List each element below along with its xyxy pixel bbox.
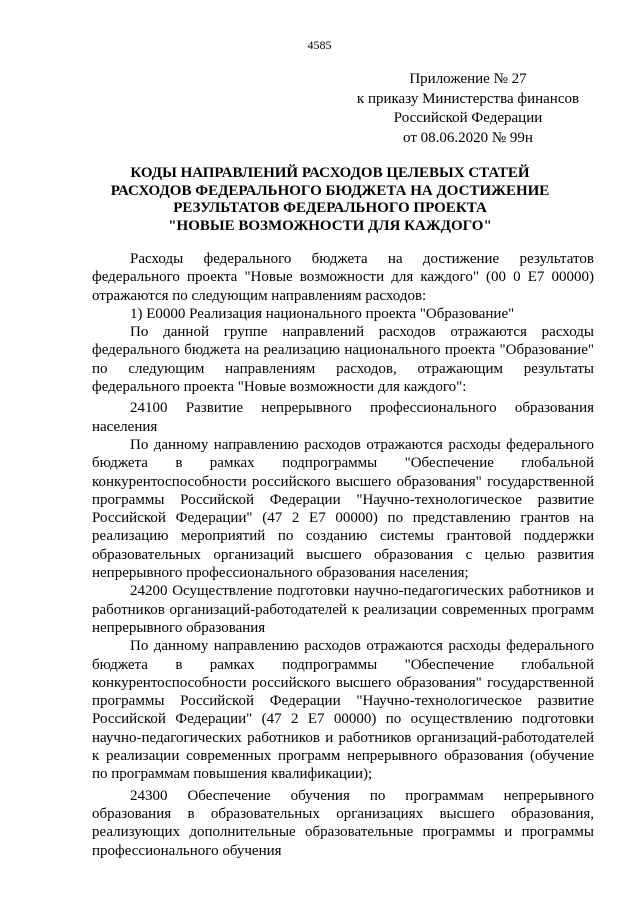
title-line: РАСХОДОВ ФЕДЕРАЛЬНОГО БЮДЖЕТА НА ДОСТИЖЕНИЕ	[110, 182, 550, 199]
paragraph: 24200 Осуществление подготовки научно-педагогических работников и работников организаций-работодателей к реализации современных программ непрерывного образования	[92, 583, 594, 636]
title-line: РЕЗУЛЬТАТОВ ФЕДЕРАЛЬНОГО ПРОЕКТА	[173, 200, 487, 216]
document-body	[92, 250, 594, 860]
document-title	[80, 165, 580, 235]
paragraph: 24300 Обеспечение обучения по программам непрерывного образования в образовательных организациях высшего образования, реализующих дополнительные образовательные программы и программы профессионального обучения	[92, 787, 594, 859]
appendix-line: Российской Федерации	[393, 110, 543, 126]
appendix-line: от 08.06.2020 № 99н	[403, 129, 533, 146]
title-line: "НОВЫЕ ВОЗМОЖНОСТИ ДЛЯ КАЖДОГО"	[168, 217, 492, 234]
paragraph: 1) Е0000 Реализация национального проекта "Образование"	[130, 305, 515, 322]
paragraph: По данному направлению расходов отражаются расходы федерального бюджета в рамках подпрограммы "Обеспечение глобальной конкурентоспособности российского высшего образования" государственной программы Российской Федерации "Научно-технологическое развитие Российской Федерации" (47 2 Е7 00000) по осуществлению подготовки научно-педагогических работников и работников организаций-работодателей к реализации современных программ непрерывного образования (обучение по программам повышения квалификации);	[92, 638, 594, 783]
appendix-header	[320, 70, 616, 148]
title-line: КОДЫ НАПРАВЛЕНИЙ РАСХОДОВ ЦЕЛЕВЫХ СТАТЕЙ	[130, 165, 530, 181]
paragraph: По данной группе направлений расходов отражаются расходы федерального бюджета на реализацию национального проекта "Образование" по следующим направлениям расходов, отражающим результаты федерального проекта "Новые возможности для каждого":	[92, 324, 594, 396]
page-number: 4585	[307, 38, 332, 52]
appendix-line: к приказу Министерства финансов	[356, 90, 580, 107]
paragraph: 24100 Развитие непрерывного профессионального образования населения	[92, 400, 594, 435]
paragraph: Расходы федерального бюджета на достижение результатов федерального проекта "Новые возможности для каждого" (00 0 Е7 00000) отражаются по следующим направлениям расходов:	[92, 251, 594, 304]
appendix-line: Приложение № 27	[409, 71, 527, 87]
paragraph: По данному направлению расходов отражаются расходы федерального бюджета в рамках подпрограммы "Обеспечение глобальной конкурентоспособности российского высшего образования" государственной программы Российской Федерации "Научно-технологическое развитие Российской Федерации" (47 2 Е7 00000) по представлению грантов на реализацию мероприятий по созданию системы грантовой поддержки образовательных организаций высшего образования с целью развития непрерывного профессионального образования населения;	[92, 436, 594, 582]
